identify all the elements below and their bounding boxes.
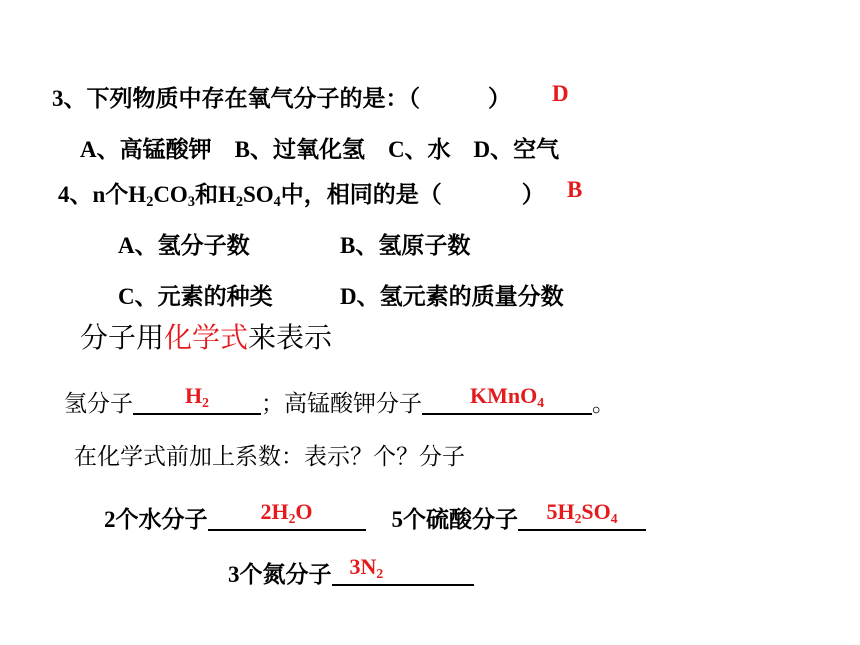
- q3-answer: D: [552, 81, 569, 106]
- h2-blank: [133, 383, 261, 415]
- q4-question: [58, 176, 545, 209]
- h2-answer: $H_2$: [185, 383, 209, 410]
- q3-options: A、高锰酸钾 B、过氧化氢 C、水 D、空气: [80, 137, 560, 162]
- formula-line: [64, 385, 615, 418]
- q4-option-d: D、氢元素的质量分数: [340, 284, 564, 309]
- kmno4-blank: [422, 383, 592, 415]
- acid-blank: [518, 499, 646, 531]
- coefficient-line-2: [228, 556, 474, 589]
- acid-answer: $5H_2SO_4$: [546, 499, 618, 526]
- q4-option-b: B、氢原子数: [340, 233, 471, 258]
- q4-sub-3: 3: [187, 193, 195, 210]
- q4-answer: B: [567, 177, 583, 202]
- q4-sub-4: 4: [273, 193, 281, 210]
- q3-close-paren: ）: [488, 86, 511, 111]
- water-blank: [208, 499, 366, 531]
- q4-sub-2a: 2: [146, 193, 154, 210]
- formula-heading: [80, 316, 332, 356]
- coefficient-heading: 在化学式前加上系数：表示？个？分子: [74, 444, 465, 470]
- q4-option-c: C、元素的种类: [118, 284, 273, 309]
- formula-heading-post: 来表示: [248, 321, 333, 354]
- q4-close-paren: ）: [521, 182, 545, 207]
- acid-label: 5个硫酸分子: [391, 507, 518, 532]
- kmno4-label: 高锰酸钾分子: [284, 391, 422, 417]
- q4-q-post: 中，相同的是（: [280, 182, 442, 207]
- q3-question: [52, 80, 511, 113]
- nitrogen-answer: $3N_2$: [349, 554, 384, 581]
- period: 。: [592, 391, 615, 417]
- q4-option-a: A、氢分子数: [118, 233, 250, 258]
- q4-q-so: SO: [242, 182, 274, 207]
- h2-label: 氢分子: [64, 391, 133, 417]
- q4-q-co: CO: [153, 182, 188, 207]
- q4-q-and: 和H: [194, 182, 236, 207]
- water-answer: $2H_2O$: [260, 499, 313, 526]
- q4-q-pre: 4、n个H: [58, 182, 147, 207]
- water-label: 2个水分子: [104, 507, 208, 532]
- q3-question-text: 3、下列物质中存在氧气分子的是：（: [52, 86, 420, 111]
- formula-heading-highlight: 化学式: [164, 321, 249, 354]
- q4-sub-2b: 2: [235, 193, 243, 210]
- coefficient-line-1: [104, 501, 646, 534]
- nitrogen-blank: [332, 554, 474, 586]
- formula-heading-pre: 分子用: [80, 321, 165, 354]
- separator: ；: [261, 391, 284, 417]
- nitrogen-label: 3个氮分子: [228, 562, 332, 587]
- kmno4-answer: KMnO$_4$: [469, 383, 545, 410]
